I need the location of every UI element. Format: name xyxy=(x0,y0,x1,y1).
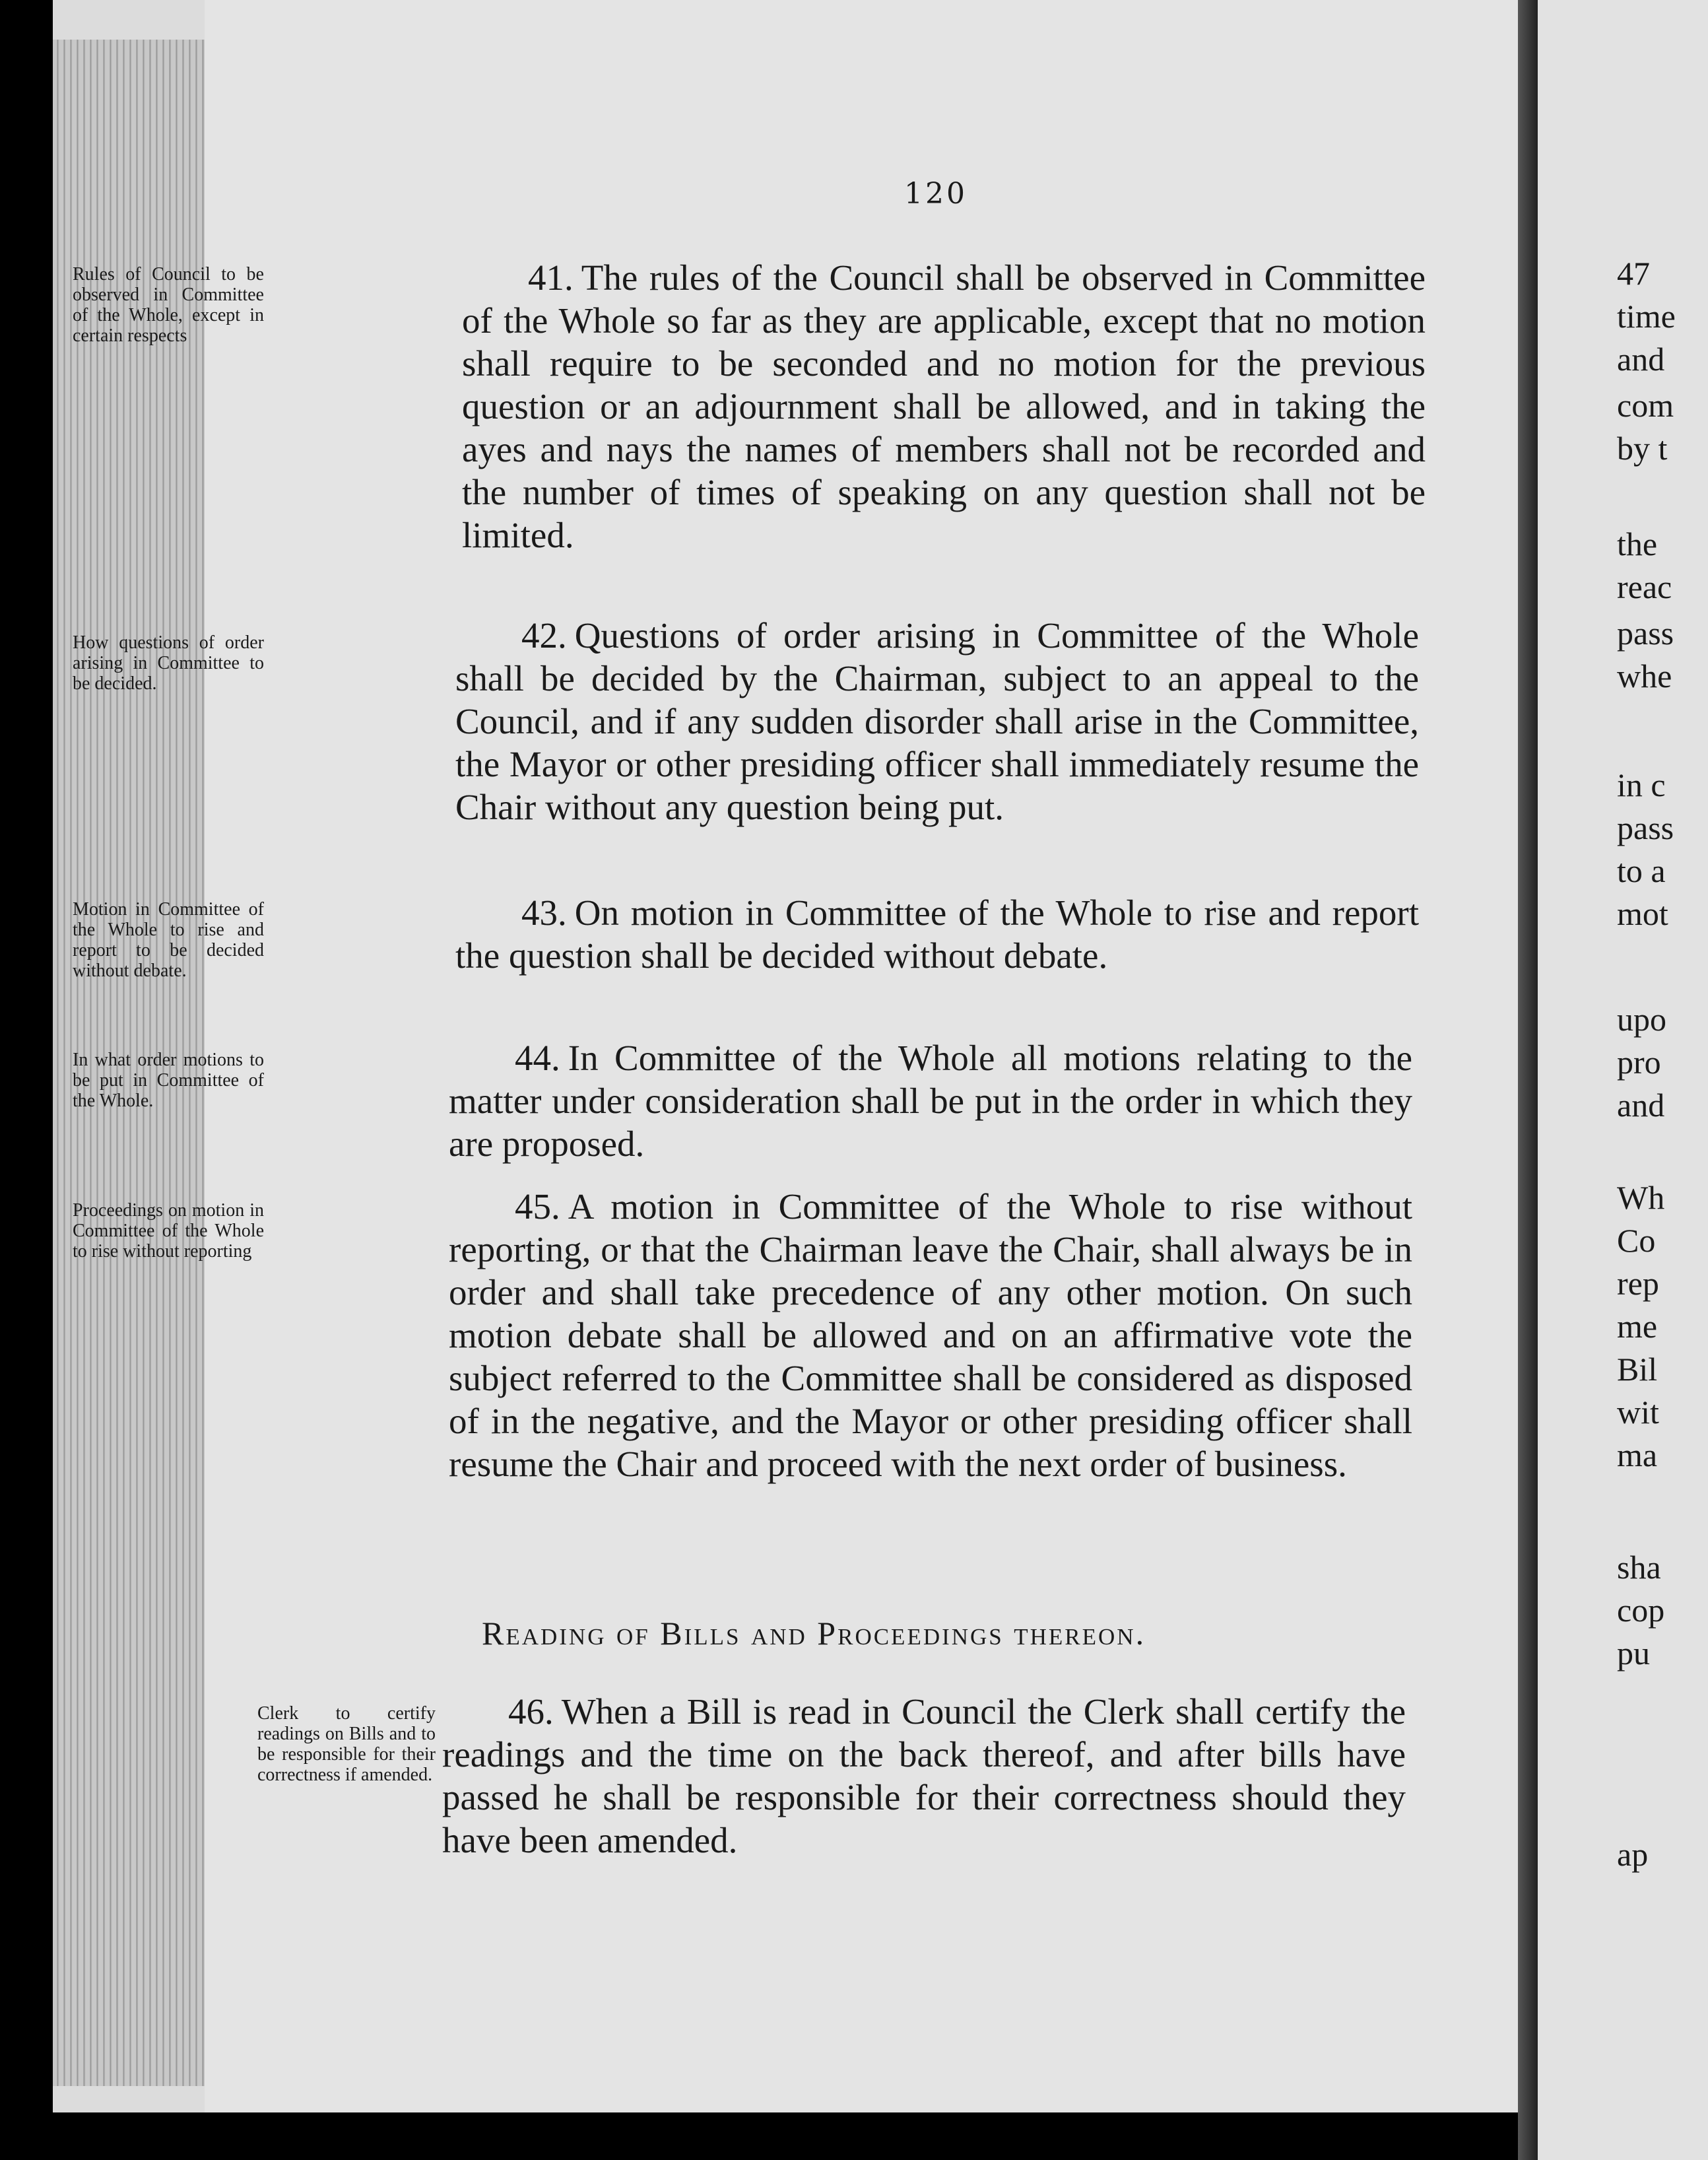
facing-fragment: pass xyxy=(1617,809,1674,846)
section-42 xyxy=(455,614,1419,828)
facing-fragment: reac xyxy=(1617,568,1672,605)
section-text: When a Bill is read in Council the Clerk shall certify the readings and the time on the back thereof, and after bills have passed he shall be responsible for their correctness should they have been amended. xyxy=(442,1691,1406,1860)
facing-fragment: upo xyxy=(1617,1001,1666,1038)
marginal-note-45: Proceedings on motion in Committee of the Whole to rise without reporting xyxy=(73,1200,264,1262)
section-heading: Reading of Bills and Proceedings thereon. xyxy=(482,1615,1146,1652)
facing-fragment: pu xyxy=(1617,1635,1650,1671)
section-45 xyxy=(449,1185,1412,1485)
section-text: On motion in Committee of the Whole to rise and report the question shall be decided without debate. xyxy=(455,893,1419,976)
section-number: 42. xyxy=(521,615,567,656)
section-number: 41. xyxy=(528,257,574,298)
section-text: A motion in Committee of the Whole to rise without reporting, or that the Chairman leave the Chair, shall always be in order and shall take precedence of any other motion. On such motion debate shall be allowed and on an affirmative vote the subject referred to the Committee shall be considered as disposed of in the negative, and the Mayor or other presiding officer shall resume the Chair and proceed with the next order of business. xyxy=(449,1186,1412,1484)
facing-fragment: to a xyxy=(1617,852,1666,889)
facing-fragment: 47 xyxy=(1617,255,1650,292)
marginal-note-42: How questions of order arising in Committee to be decided. xyxy=(73,632,264,694)
marginal-note-41: Rules of Council to be observed in Committee of the Whole, except in certain respects xyxy=(73,264,264,346)
facing-fragment: rep xyxy=(1617,1265,1659,1302)
facing-fragment: cop xyxy=(1617,1592,1665,1629)
marginal-note-43: Motion in Committee of the Whole to rise and report to be decided without debate. xyxy=(73,899,264,981)
facing-fragment: and xyxy=(1617,341,1665,378)
section-46 xyxy=(442,1690,1406,1862)
section-44 xyxy=(449,1036,1412,1165)
marginal-note-44: In what order motions to be put in Committee of the Whole. xyxy=(73,1050,264,1111)
section-43 xyxy=(455,891,1419,977)
section-number: 46. xyxy=(508,1691,554,1732)
facing-fragment: Bil xyxy=(1617,1351,1658,1388)
facing-fragment: time xyxy=(1617,298,1676,335)
section-text: In Committee of the Whole all motions relating to the matter under consideration shall be put in the order in which they are proposed. xyxy=(449,1038,1412,1164)
facing-fragment: mot xyxy=(1617,895,1668,932)
facing-fragment: pass xyxy=(1617,615,1674,652)
facing-fragment: by t xyxy=(1617,430,1668,467)
facing-fragment: com xyxy=(1617,387,1674,424)
marginal-note-46: Clerk to certify readings on Bills and to be responsible for their correctness if amended. xyxy=(257,1703,436,1785)
facing-fragment: Wh xyxy=(1617,1179,1665,1216)
section-number: 45. xyxy=(515,1186,560,1227)
facing-fragment: in c xyxy=(1617,766,1666,803)
facing-fragment: pro xyxy=(1617,1044,1661,1081)
section-number: 43. xyxy=(521,893,567,933)
facing-fragment: whe xyxy=(1617,658,1672,694)
section-41 xyxy=(462,256,1426,557)
section-text: Questions of order arising in Committee of the Whole shall be decided by the Chairman, subject to an appeal to the Council, and if any sudden disorder shall arise in the Committee, the Mayor or other presiding officer shall immediately resume the Chair without any question being put. xyxy=(455,615,1419,827)
facing-fragment: ma xyxy=(1617,1436,1658,1473)
facing-fragment: sha xyxy=(1617,1549,1661,1586)
facing-fragment: me xyxy=(1617,1308,1658,1345)
section-number: 44. xyxy=(515,1038,560,1078)
facing-fragment: the xyxy=(1617,525,1658,562)
section-text: The rules of the Council shall be observed in Committee of the Whole so far as they are applicable, except that no motion shall require to be seconded and no motion for the previous question or an adjournment shall be allowed, and in taking the ayes and nays the names of members shall not be recorded and the number of times of speaking on any question shall not be limited. xyxy=(462,257,1426,555)
facing-fragment: ap xyxy=(1617,1836,1649,1873)
facing-fragment: Co xyxy=(1617,1222,1656,1259)
facing-fragment: wit xyxy=(1617,1394,1659,1431)
page-number: 120 xyxy=(904,177,968,211)
facing-fragment: and xyxy=(1617,1087,1665,1124)
